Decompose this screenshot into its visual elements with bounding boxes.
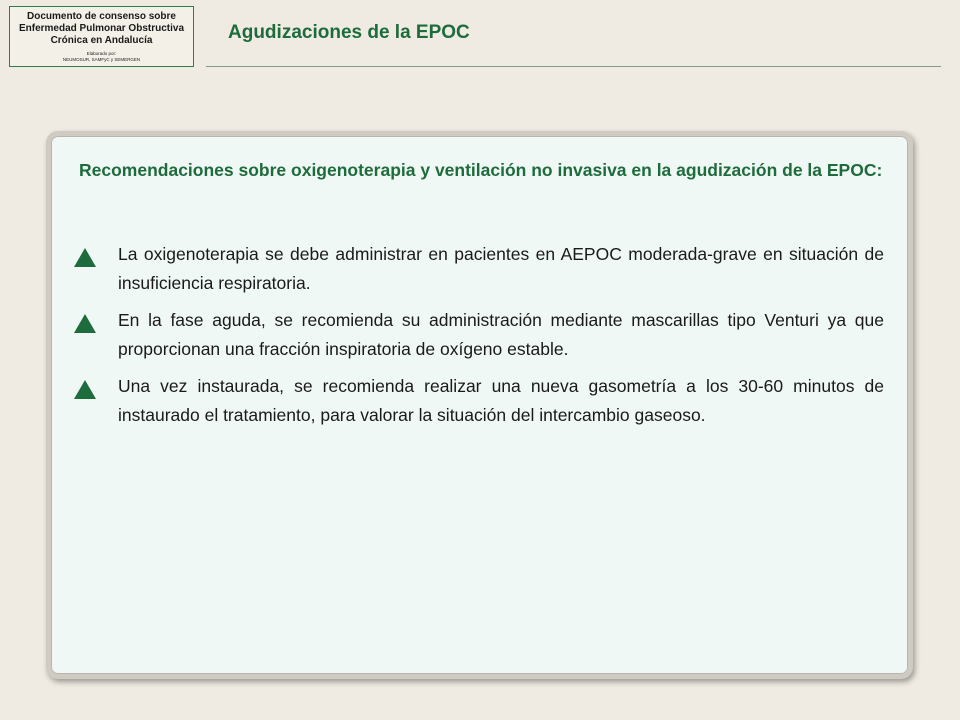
header-divider: [206, 66, 941, 67]
triangle-bullet-icon: [74, 248, 96, 267]
logo-credit-label: Elaborado por:: [86, 51, 117, 56]
list-item: [74, 306, 884, 364]
list-item-text: La oxigenoterapia se debe administrar en pacientes en AEPOC moderada-grave en situación de insuficiencia respiratoria.: [118, 244, 884, 293]
logo: [9, 6, 194, 67]
list-item-text: En la fase aguda, se recomienda su administración mediante mascarillas tipo Venturi ya que proporcionan una fracción inspiratoria de oxígeno estable.: [118, 310, 884, 359]
logo-credit-orgs: NEUMOSUR, SAMFyC y SEMERGEN: [62, 56, 141, 62]
section-heading: Recomendaciones sobre oxigenoterapia y ventilación no invasiva en la agudización de la EPOC:: [79, 160, 883, 180]
triangle-bullet-icon: [74, 380, 96, 399]
logo-line: Enfermedad Pulmonar Obstructiva: [18, 23, 185, 34]
recommendation-list: [74, 240, 884, 438]
list-item: [74, 372, 884, 430]
page-title: Agudizaciones de la EPOC: [228, 22, 470, 43]
triangle-bullet-icon: [74, 314, 96, 333]
list-item-text: Una vez instaurada, se recomienda realizar una nueva gasometría a los 30-60 minutos de instaurado el tratamiento, para valorar la situación del intercambio gaseoso.: [118, 376, 884, 425]
logo-line: Crónica en Andalucía: [50, 35, 153, 46]
logo-line: Documento de consenso sobre: [27, 11, 176, 22]
list-item: [74, 240, 884, 298]
